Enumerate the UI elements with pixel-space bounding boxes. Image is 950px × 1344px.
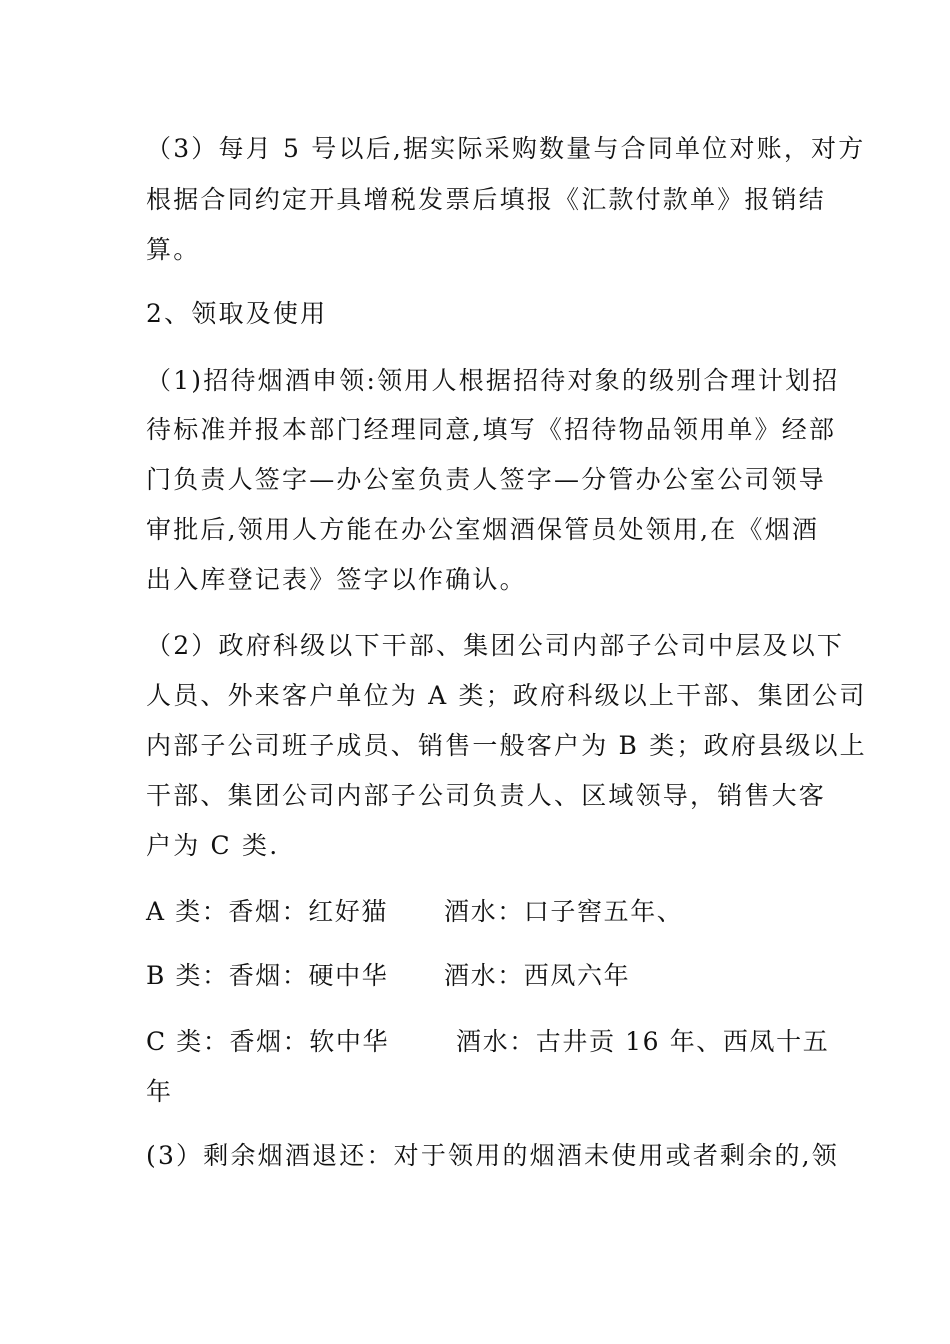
paragraph-line: 待标准并报本部门经理同意,填写《招待物品领用单》经部: [146, 415, 837, 444]
category-c-left: C 类：香烟：软中华: [146, 1027, 390, 1056]
category-c-continuation: 年: [146, 1077, 174, 1106]
section-heading: 2、领取及使用: [146, 299, 328, 328]
paragraph-line: 门负责人签字—办公室负责人签字—分管办公室公司领导: [146, 465, 827, 494]
category-a-left: A 类：香烟：红好猫: [146, 897, 389, 926]
paragraph-line: 出入库登记表》签字以作确认。: [146, 565, 527, 594]
paragraph-line: 根据合同约定开具增税发票后填报《汇款付款单》报销结: [146, 185, 827, 214]
paragraph-line: 户为 C 类.: [146, 831, 280, 860]
paragraph-line: 审批后,领用人方能在办公室烟酒保管员处领用,在《烟酒: [146, 515, 820, 544]
category-a-right: 酒水：口子窖五年、: [444, 897, 684, 926]
paragraph-line: （3）每月 5 号以后,据实际采购数量与合同单位对账，对方: [146, 134, 866, 163]
paragraph-line: 人员、外来客户单位为 A 类；政府科级以上干部、集团公司: [146, 681, 867, 710]
category-b-left: B 类：香烟：硬中华: [146, 961, 389, 990]
paragraph-line: 算。: [146, 235, 201, 264]
category-b-right: 酒水：西凤六年: [444, 961, 631, 990]
paragraph-line: （1)招待烟酒申领:领用人根据招待对象的级别合理计划招: [146, 366, 840, 395]
paragraph-line: （2）政府科级以下干部、集团公司内部子公司中层及以下: [146, 631, 845, 660]
paragraph-line: 内部子公司班子成员、销售一般客户为 B 类；政府县级以上: [146, 731, 867, 760]
category-c-right: 酒水：古井贡 16 年、西凤十五: [456, 1027, 830, 1056]
paragraph-line: (3）剩余烟酒退还：对于领用的烟酒未使用或者剩余的,领: [146, 1141, 840, 1170]
paragraph-line: 干部、集团公司内部子公司负责人、区域领导，销售大客: [146, 781, 827, 810]
